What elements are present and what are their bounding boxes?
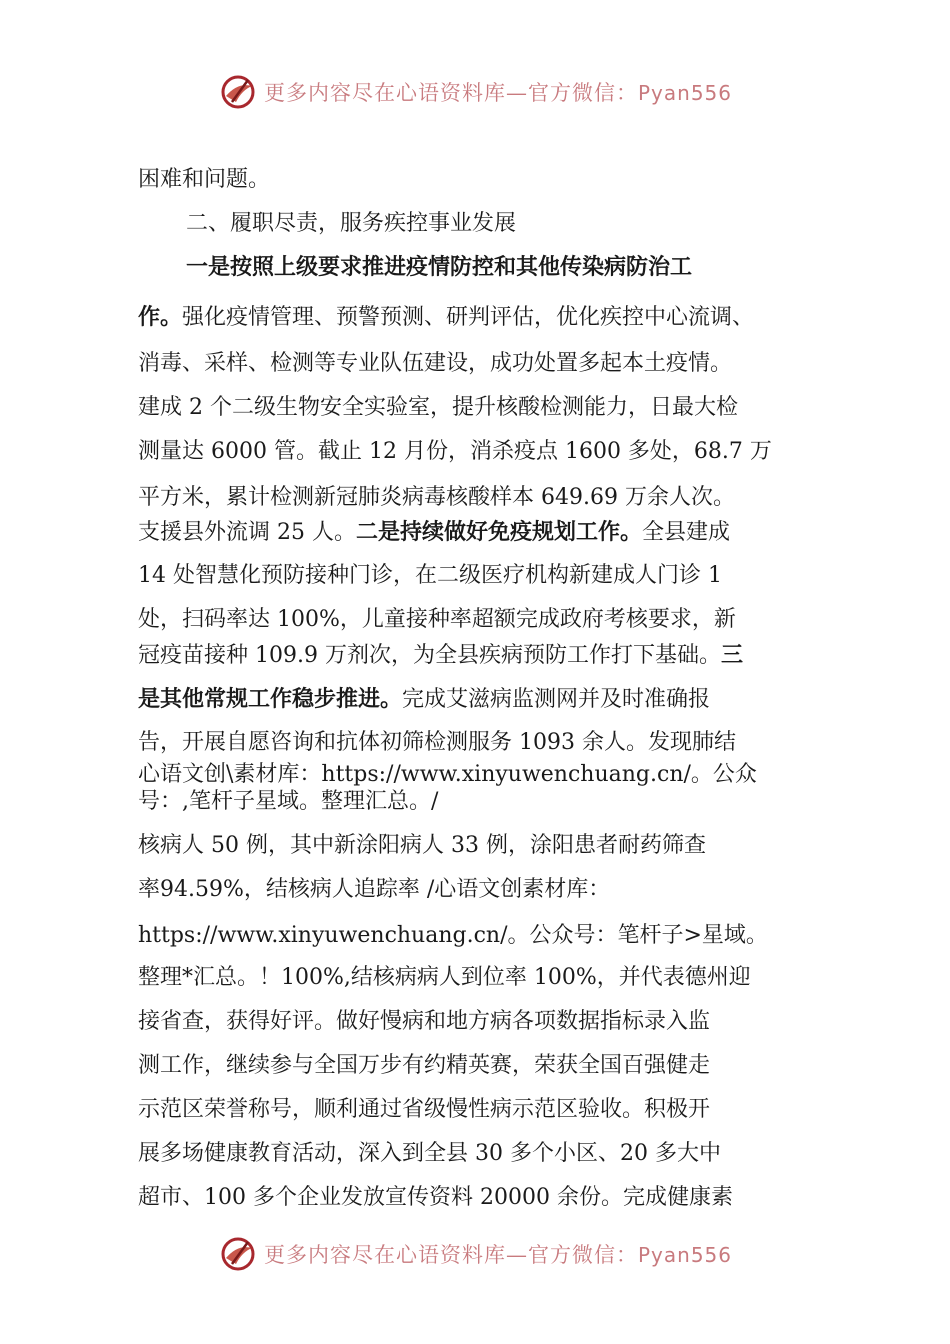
text-line: https://www.xinyuwenchuang.cn/。公众号：笔杆子>星域。 [138, 923, 768, 948]
text-line: 支援县外流调 25 人。二是持续做好免疫规划工作。全县建成 [138, 520, 731, 545]
header-watermark-banner [0, 70, 950, 114]
header-banner-text: 更多内容尽在心语资料库—官方微信：Pyan556 [263, 81, 732, 105]
section-heading: 二、履职尽责，服务疾控事业发展 [186, 211, 517, 236]
text-line: 号：,笔杆子星域。整理汇总。/ [138, 789, 439, 814]
brand-logo-icon [218, 72, 258, 112]
text-line: 建成 2 个二级生物安全实验室，提升核酸检测能力，日最大检 [138, 395, 738, 420]
text-line: 14 处智慧化预防接种门诊，在二级医疗机构新建成人门诊 1 [138, 563, 722, 588]
footer-wechat-id: Pyan556 [637, 1243, 732, 1267]
text-line: 心语文创\素材库：https://www.xinyuwenchuang.cn/。公众 [138, 762, 757, 787]
header-wechat-id: Pyan556 [637, 81, 732, 105]
bold-subheading-1: 一是按照上级要求推进疫情防控和其他传染病防治工 [186, 255, 693, 280]
footer-watermark-banner [0, 1232, 950, 1276]
text-line: 整理*汇总。！100%,结核病病人到位率 100%，并代表德州迎 [138, 965, 751, 990]
text-line: 接省查，获得好评。做好慢病和地方病各项数据指标录入监 [138, 1009, 711, 1034]
text-line: 核病人 50 例，其中新涂阳病人 33 例，涂阳患者耐药筛查 [138, 833, 706, 858]
footer-banner-text: 更多内容尽在心语资料库—官方微信：Pyan556 [263, 1243, 732, 1267]
text-line: 告，开展自愿咨询和抗体初筛检测服务 1093 余人。发现肺结 [138, 730, 736, 755]
text-line: 率94.59%，结核病人追踪率 /心语文创素材库： [138, 877, 611, 902]
text-line: 示范区荣誉称号，顺利通过省级慢性病示范区验收。积极开 [138, 1097, 711, 1122]
text-line: 平方米，累计检测新冠肺炎病毒核酸样本 649.69 万余人次。 [138, 485, 735, 510]
text-line: 测工作，继续参与全国万步有约精英赛，荣获全国百强健走 [138, 1053, 711, 1078]
text-line: 困难和问题。 [138, 167, 271, 192]
text-line: 展多场健康教育活动，深入到全县 30 多个小区、20 多大中 [138, 1141, 721, 1166]
brand-logo-icon [218, 1234, 258, 1274]
text-line: 处，扫码率达 100%，儿童接种率超额完成政府考核要求，新 [138, 607, 736, 632]
text-line: 超市、100 多个企业发放宣传资料 20000 余份。完成健康素 [138, 1185, 733, 1210]
text-line: 测量达 6000 管。截止 12 月份，消杀疫点 1600 多处，68.7 万 [138, 439, 772, 464]
text-line: 作。强化疫情管理、预警预测、研判评估，优化疾控中心流调、 [138, 305, 755, 330]
text-line: 消毒、采样、检测等专业队伍建设，成功处置多起本土疫情。 [138, 351, 733, 376]
text-line: 冠疫苗接种 109.9 万剂次，为全县疾病预防工作打下基础。三 [138, 643, 743, 668]
text-line: 是其他常规工作稳步推进。完成艾滋病监测网并及时准确报 [138, 687, 711, 712]
